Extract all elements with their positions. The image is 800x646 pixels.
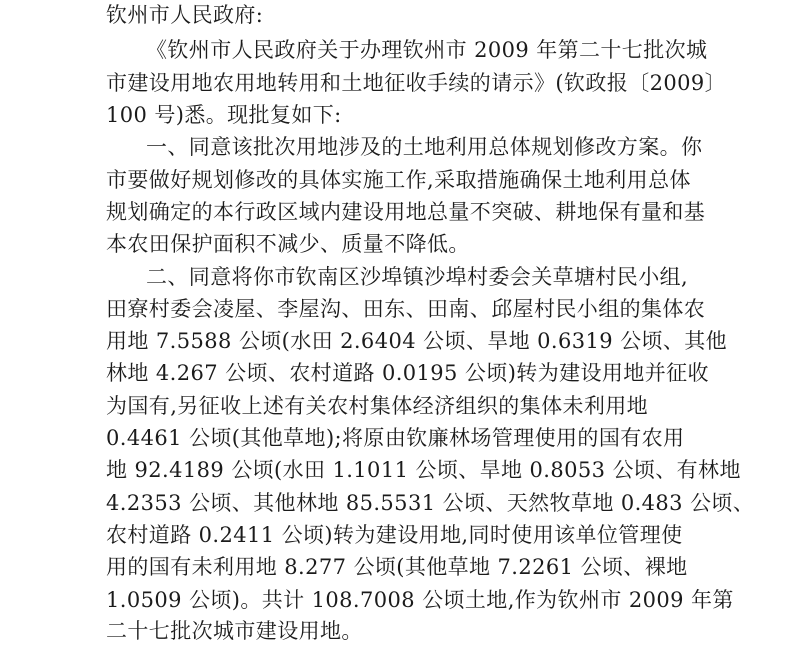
paragraph-2-line-4: 本农田保护面积不减少、质量不降低。 — [106, 232, 470, 256]
paragraph-1-line-2: 市建设用地农用地转用和土地征收手续的请示》(钦政报〔2009〕 — [106, 71, 727, 95]
paragraph-2-line-2: 市要做好规划修改的具体实施工作,采取措施确保土地利用总体 — [106, 168, 691, 192]
paragraph-2-line-1: 一、同意该批次用地涉及的土地利用总体规划修改方案。你 — [146, 135, 703, 159]
paragraph-3-line-7: 地 92.4189 公顷(水田 1.1011 公顷、旱地 0.8053 公顷、有林地 — [106, 458, 741, 482]
addressee-line: 钦州市人民政府: — [106, 3, 264, 27]
paragraph-3-line-4: 林地 4.267 公顷、农村道路 0.0195 公顷)转为建设用地并征收 — [106, 361, 709, 385]
paragraph-3-line-10: 用的国有未利用地 8.277 公顷(其他草地 7.2261 公顷、裸地 — [106, 555, 688, 579]
paragraph-1-line-3: 100 号)悉。现批复如下: — [106, 103, 342, 127]
paragraph-3-line-2: 田寮村委会凌屋、李屋沟、田东、田南、邱屋村民小组的集体农 — [106, 297, 706, 321]
paragraph-3-line-12: 二十七批次城市建设用地。 — [106, 619, 363, 643]
paragraph-3-line-9: 农村道路 0.2411 公顷)转为建设用地,同时使用该单位管理使 — [106, 523, 683, 547]
paragraph-2-line-3: 规划确定的本行政区域内建设用地总量不突破、耕地保有量和基 — [106, 200, 706, 224]
paragraph-3-line-11: 1.0509 公顷)。共计 108.7008 公顷土地,作为钦州市 2009 年第 — [106, 588, 734, 612]
paragraph-3-line-6: 0.4461 公顷(其他草地);将原由钦廉林场管理使用的国有农用 — [106, 426, 685, 450]
paragraph-3-line-1: 二、同意将你市钦南区沙埠镇沙埠村委会关草塘村民小组, — [146, 265, 689, 289]
paragraph-3-line-3: 用地 7.5588 公顷(水田 2.6404 公顷、旱地 0.6319 公顷、其他 — [106, 329, 728, 353]
paragraph-3-line-8: 4.2353 公顷、其他林地 85.5531 公顷、天然牧草地 0.483 公顷、 — [106, 491, 755, 515]
paragraph-3-line-5: 为国有,另征收上述有关农村集体经济组织的集体未利用地 — [106, 394, 649, 418]
paragraph-1-line-1: 《钦州市人民政府关于办理钦州市 2009 年第二十七批次城 — [146, 38, 708, 62]
